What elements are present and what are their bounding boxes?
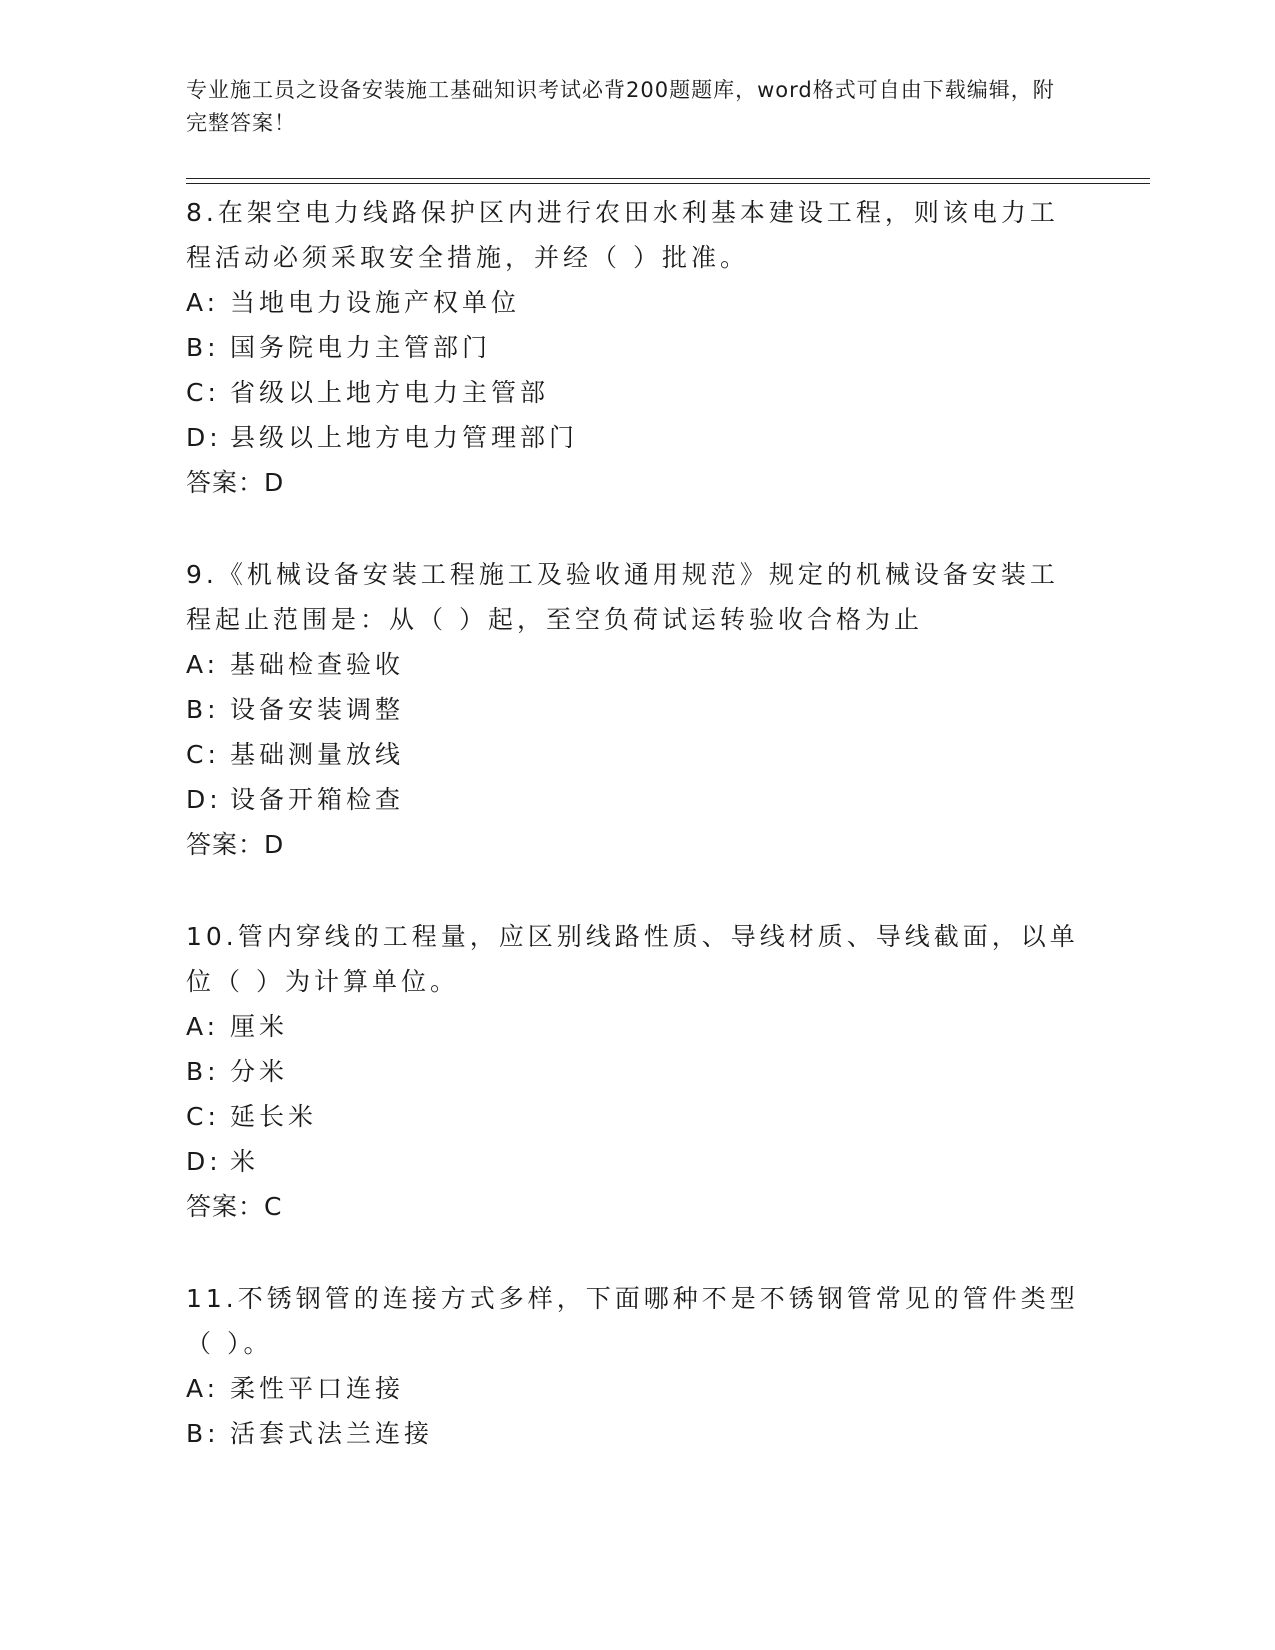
option-key: B: bbox=[186, 695, 220, 724]
option-key: D: bbox=[186, 1147, 222, 1176]
option-text: 基础测量放线 bbox=[230, 740, 405, 769]
option-text: 活套式法兰连接 bbox=[230, 1419, 434, 1448]
option-text: 当地电力设施产权单位 bbox=[230, 288, 521, 317]
option-text: 县级以上地方电力管理部门 bbox=[230, 423, 579, 452]
option-b bbox=[186, 1049, 1086, 1094]
header-divider-top bbox=[186, 178, 1150, 179]
option-key: D: bbox=[186, 785, 222, 814]
option-key: B: bbox=[186, 1057, 220, 1086]
option-text: 设备开箱检查 bbox=[230, 785, 405, 814]
question-10 bbox=[186, 914, 1086, 1229]
option-key: A: bbox=[186, 1012, 220, 1041]
option-text: 省级以上地方电力主管部 bbox=[230, 378, 550, 407]
option-c bbox=[186, 732, 1086, 777]
option-c bbox=[186, 1094, 1086, 1139]
option-key: B: bbox=[186, 333, 220, 362]
option-text: 国务院电力主管部门 bbox=[230, 333, 492, 362]
question-stem: 11.不锈钢管的连接方式多样，下面哪种不是不锈钢管常见的管件类型（ ）。 bbox=[186, 1284, 1079, 1358]
document-header: 专业施工员之设备安装施工基础知识考试必背200题题库，word格式可自由下载编辑，附完整答案！ bbox=[186, 78, 1055, 135]
option-d bbox=[186, 415, 1086, 460]
option-text: 基础检查验收 bbox=[230, 650, 405, 679]
question-11 bbox=[186, 1276, 1086, 1456]
option-a bbox=[186, 1366, 1086, 1411]
option-text: 延长米 bbox=[230, 1102, 318, 1131]
option-a bbox=[186, 642, 1086, 687]
option-key: D: bbox=[186, 423, 222, 452]
answer-line: 答案：C bbox=[186, 1192, 283, 1221]
question-stem: 8.在架空电力线路保护区内进行农田水利基本建设工程，则该电力工程活动必须采取安全措施，并经（ ）批准。 bbox=[186, 198, 1059, 272]
option-text: 柔性平口连接 bbox=[230, 1374, 405, 1403]
option-text: 米 bbox=[230, 1147, 260, 1176]
option-key: C: bbox=[186, 740, 220, 769]
option-text: 设备安装调整 bbox=[230, 695, 405, 724]
answer-line: 答案：D bbox=[186, 468, 285, 497]
option-key: B: bbox=[186, 1419, 220, 1448]
answer-line: 答案：D bbox=[186, 830, 285, 859]
option-d bbox=[186, 777, 1086, 822]
question-stem: 10.管内穿线的工程量，应区别线路性质、导线材质、导线截面，以单位（ ）为计算单位。 bbox=[186, 922, 1079, 996]
option-b bbox=[186, 1411, 1086, 1456]
option-d bbox=[186, 1139, 1086, 1184]
question-list bbox=[186, 190, 1086, 1503]
question-8 bbox=[186, 190, 1086, 505]
option-key: A: bbox=[186, 1374, 220, 1403]
option-text: 厘米 bbox=[230, 1012, 289, 1041]
question-stem: 9.《机械设备安装工程施工及验收通用规范》规定的机械设备安装工程起止范围是：从（ ）起，至空负荷试运转验收合格为止 bbox=[186, 560, 1059, 634]
option-b bbox=[186, 325, 1086, 370]
option-c bbox=[186, 370, 1086, 415]
option-key: A: bbox=[186, 650, 220, 679]
option-a bbox=[186, 1004, 1086, 1049]
option-key: C: bbox=[186, 1102, 220, 1131]
option-b bbox=[186, 687, 1086, 732]
header-divider-bottom bbox=[186, 183, 1150, 184]
question-9 bbox=[186, 552, 1086, 867]
option-a bbox=[186, 280, 1086, 325]
option-text: 分米 bbox=[230, 1057, 289, 1086]
option-key: A: bbox=[186, 288, 220, 317]
option-key: C: bbox=[186, 378, 220, 407]
